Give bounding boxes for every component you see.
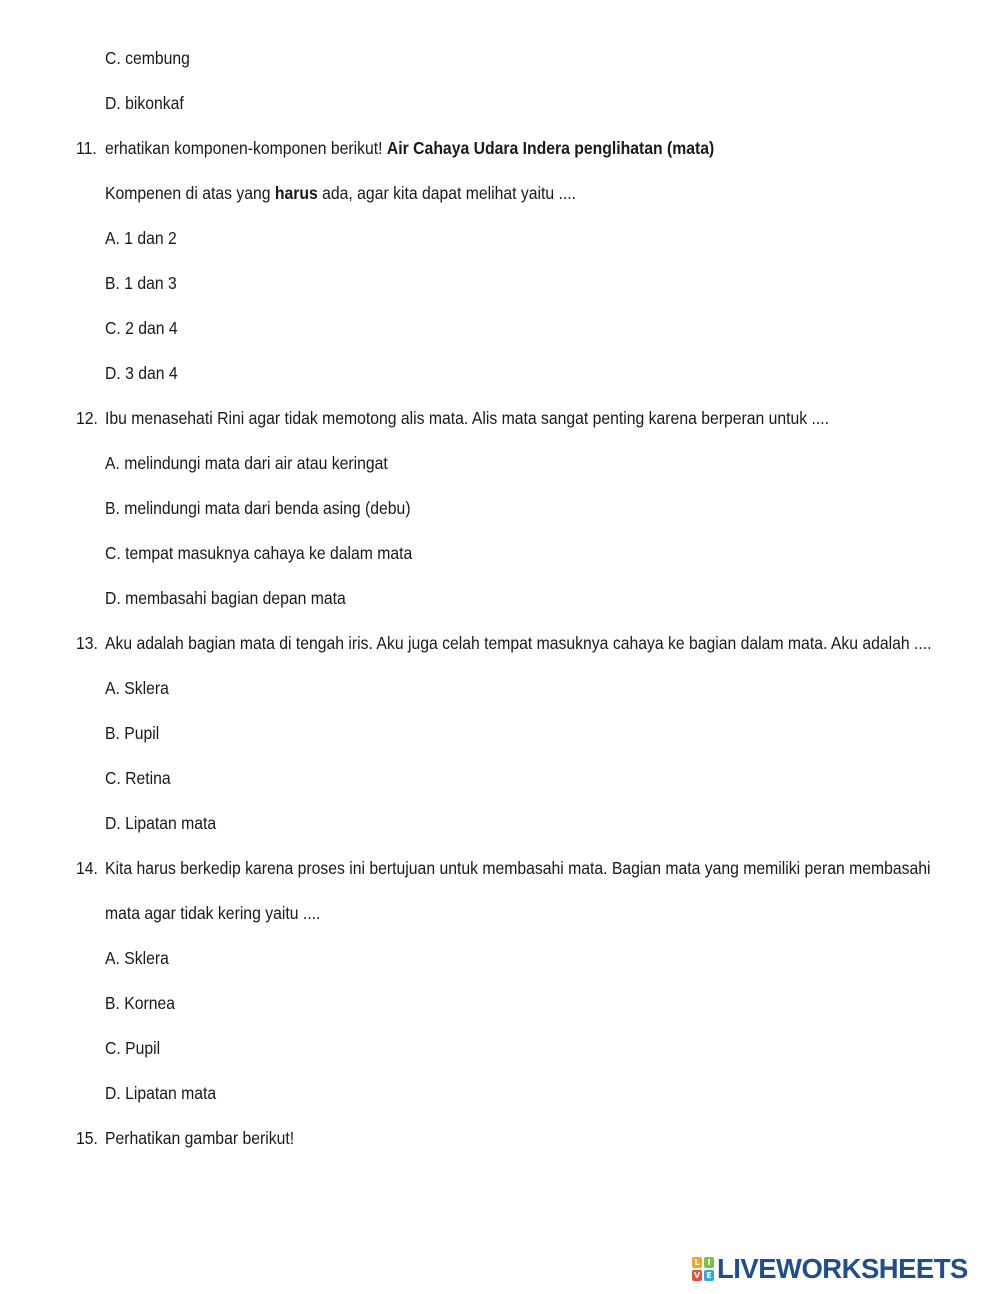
q10-option-d: D. bikonkaf bbox=[105, 93, 184, 113]
q12-question: Ibu menasehati Rini agar tidak memotong alis mata. Alis mata sangat penting karena berperan untuk .... bbox=[105, 408, 830, 428]
q14-option-c[interactable]: C. Pupil bbox=[105, 1038, 161, 1058]
q11-option-d[interactable]: D. 3 dan 4 bbox=[105, 363, 178, 383]
q13-option-c[interactable]: C. Retina bbox=[105, 768, 171, 788]
q14-number: 14. bbox=[76, 858, 98, 878]
liveworksheets-logo-text: LIVEWORKSHEETS bbox=[717, 1253, 968, 1284]
q12-option-c[interactable]: C. tempat masuknya cahaya ke dalam mata bbox=[105, 543, 413, 563]
logo-mark-e: E bbox=[704, 1270, 714, 1281]
q11-line2-post: ada, agar kita dapat melihat yaitu .... bbox=[317, 183, 577, 203]
liveworksheets-logo bbox=[692, 1254, 973, 1284]
q11-question-line2 bbox=[105, 182, 576, 204]
q12-option-d[interactable]: D. membasahi bagian depan mata bbox=[105, 588, 346, 608]
q14-option-d[interactable]: D. Lipatan mata bbox=[105, 1083, 217, 1103]
q13-option-b[interactable]: B. Pupil bbox=[105, 723, 160, 743]
q11-question-bold: Air Cahaya Udara Indera penglihatan (mata) bbox=[386, 138, 715, 158]
q11-question-plain: erhatikan komponen-komponen berikut! bbox=[105, 138, 387, 158]
q11-option-a[interactable]: A. 1 dan 2 bbox=[105, 228, 177, 248]
q15-number: 15. bbox=[76, 1128, 98, 1148]
q12-number: 12. bbox=[76, 408, 98, 428]
logo-mark-v: V bbox=[693, 1271, 701, 1280]
logo-mark-i: I bbox=[704, 1257, 714, 1268]
q14-question-line2: mata agar tidak kering yaitu .... bbox=[105, 903, 321, 923]
q14-option-a[interactable]: A. Sklera bbox=[105, 948, 169, 968]
q11-line2-bold: harus bbox=[274, 183, 318, 203]
q12-option-a[interactable]: A. melindungi mata dari air atau keringat bbox=[105, 453, 388, 473]
liveworksheets-logo-mark bbox=[692, 1257, 714, 1281]
q14-option-b[interactable]: B. Kornea bbox=[105, 993, 176, 1013]
logo-mark-l: L bbox=[692, 1257, 702, 1268]
q15-question: Perhatikan gambar berikut! bbox=[105, 1128, 295, 1148]
q11-number: 11. bbox=[76, 138, 97, 158]
q11-option-b[interactable]: B. 1 dan 3 bbox=[105, 273, 177, 293]
q13-option-a[interactable]: A. Sklera bbox=[105, 678, 169, 698]
q13-number: 13. bbox=[76, 633, 98, 653]
q11-option-c[interactable]: C. 2 dan 4 bbox=[105, 318, 178, 338]
q13-option-d[interactable]: D. Lipatan mata bbox=[105, 813, 217, 833]
q14-question: Kita harus berkedip karena proses ini bertujuan untuk membasahi mata. Bagian mata yang memiliki peran membasahi bbox=[105, 858, 931, 878]
q11-line2-pre: Kompenen di atas yang bbox=[105, 183, 275, 203]
q10-option-c: C. cembung bbox=[105, 48, 190, 68]
q11-question bbox=[105, 137, 714, 159]
q12-option-b[interactable]: B. melindungi mata dari benda asing (debu) bbox=[105, 498, 411, 518]
q13-question: Aku adalah bagian mata di tengah iris. Aku juga celah tempat masuknya cahaya ke bagian dalam mata. Aku adalah .... bbox=[105, 633, 932, 653]
